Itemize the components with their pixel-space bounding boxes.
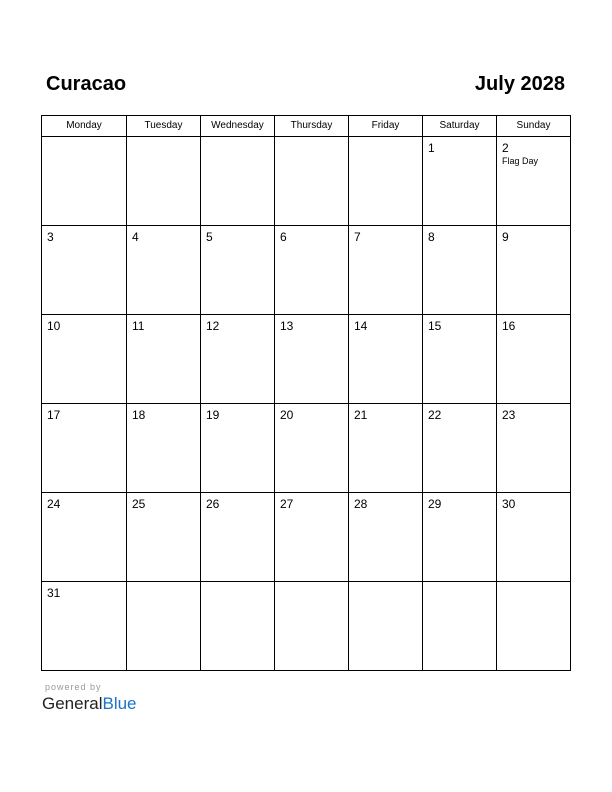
day-cell xyxy=(127,582,201,671)
weekday-header-row xyxy=(42,116,571,137)
day-number: 3 xyxy=(47,230,54,244)
day-cell xyxy=(423,137,497,226)
day-number: 26 xyxy=(206,497,220,511)
day-cell xyxy=(349,315,423,404)
day-number xyxy=(349,137,422,141)
week-row xyxy=(42,493,571,582)
day-cell xyxy=(497,137,571,226)
weekday-header: Monday xyxy=(42,116,127,137)
day-number: 18 xyxy=(132,408,146,422)
day-cell xyxy=(423,493,497,582)
day-cell xyxy=(42,137,127,226)
day-cell xyxy=(423,315,497,404)
day-number: 9 xyxy=(502,230,509,244)
day-number: 25 xyxy=(132,497,146,511)
calendar-body xyxy=(42,137,571,671)
day-cell xyxy=(127,493,201,582)
day-cell xyxy=(423,226,497,315)
day-cell xyxy=(497,404,571,493)
day-cell xyxy=(349,226,423,315)
day-cell xyxy=(275,137,349,226)
day-number: 7 xyxy=(354,230,361,244)
day-number xyxy=(201,582,274,586)
day-cell xyxy=(275,582,349,671)
day-number: 17 xyxy=(47,408,61,422)
day-number xyxy=(127,582,200,586)
day-cell xyxy=(275,226,349,315)
day-cell xyxy=(127,315,201,404)
day-cell xyxy=(127,404,201,493)
day-number xyxy=(275,582,348,586)
calendar-grid xyxy=(41,115,571,671)
day-cell xyxy=(201,493,275,582)
day-cell xyxy=(275,315,349,404)
brand-general: General xyxy=(42,694,103,713)
week-row xyxy=(42,137,571,226)
day-cell xyxy=(497,582,571,671)
day-cell xyxy=(201,582,275,671)
day-number: 2 xyxy=(502,141,509,155)
day-number: 24 xyxy=(47,497,61,511)
day-number: 20 xyxy=(280,408,294,422)
day-cell xyxy=(127,226,201,315)
day-cell xyxy=(497,315,571,404)
day-number: 30 xyxy=(502,497,516,511)
day-number: 1 xyxy=(428,141,435,155)
day-cell xyxy=(42,493,127,582)
day-number: 8 xyxy=(428,230,435,244)
day-cell xyxy=(497,493,571,582)
day-number: 23 xyxy=(502,408,516,422)
brand-blue: Blue xyxy=(102,694,137,713)
day-number: 4 xyxy=(132,230,139,244)
day-cell xyxy=(349,493,423,582)
day-number xyxy=(497,582,570,586)
day-cell xyxy=(275,404,349,493)
day-number xyxy=(42,137,126,141)
day-number: 16 xyxy=(502,319,516,333)
day-number: 13 xyxy=(280,319,294,333)
day-number: 22 xyxy=(428,408,442,422)
day-number: 15 xyxy=(428,319,442,333)
day-number: 10 xyxy=(47,319,61,333)
month-title: July 2028 xyxy=(474,73,565,95)
weekday-header: Saturday xyxy=(423,116,497,137)
day-number: 21 xyxy=(354,408,368,422)
day-cell xyxy=(497,226,571,315)
day-number: 12 xyxy=(206,319,220,333)
day-number xyxy=(127,137,200,141)
weekday-header: Sunday xyxy=(497,116,571,137)
day-cell xyxy=(349,137,423,226)
powered-by-label: powered by xyxy=(45,682,102,692)
day-number xyxy=(349,582,422,586)
day-cell xyxy=(201,226,275,315)
day-cell xyxy=(423,582,497,671)
day-cell xyxy=(127,137,201,226)
day-cell xyxy=(201,315,275,404)
day-number: 14 xyxy=(354,319,368,333)
day-cell xyxy=(201,404,275,493)
generalblue-logo[interactable] xyxy=(42,694,137,714)
week-row xyxy=(42,226,571,315)
day-cell xyxy=(42,404,127,493)
week-row xyxy=(42,404,571,493)
weekday-header: Friday xyxy=(349,116,423,137)
day-number: 5 xyxy=(206,230,213,244)
day-number: 27 xyxy=(280,497,294,511)
week-row xyxy=(42,582,571,671)
day-cell xyxy=(42,226,127,315)
day-number xyxy=(201,137,274,141)
weekday-header: Tuesday xyxy=(127,116,201,137)
day-number: 28 xyxy=(354,497,368,511)
day-cell xyxy=(42,315,127,404)
day-cell xyxy=(423,404,497,493)
day-cell xyxy=(42,582,127,671)
day-number: 29 xyxy=(428,497,442,511)
holiday-label: Flag Day xyxy=(502,156,539,166)
day-cell xyxy=(349,582,423,671)
day-number: 11 xyxy=(132,319,145,333)
weekday-header: Wednesday xyxy=(201,116,275,137)
day-cell xyxy=(349,404,423,493)
day-number xyxy=(423,582,496,586)
country-title: Curacao xyxy=(46,73,127,95)
week-row xyxy=(42,315,571,404)
day-number xyxy=(275,137,348,141)
day-cell xyxy=(201,137,275,226)
day-cell xyxy=(275,493,349,582)
day-number: 6 xyxy=(280,230,287,244)
day-number: 19 xyxy=(206,408,220,422)
weekday-header: Thursday xyxy=(275,116,349,137)
day-number: 31 xyxy=(47,586,61,600)
